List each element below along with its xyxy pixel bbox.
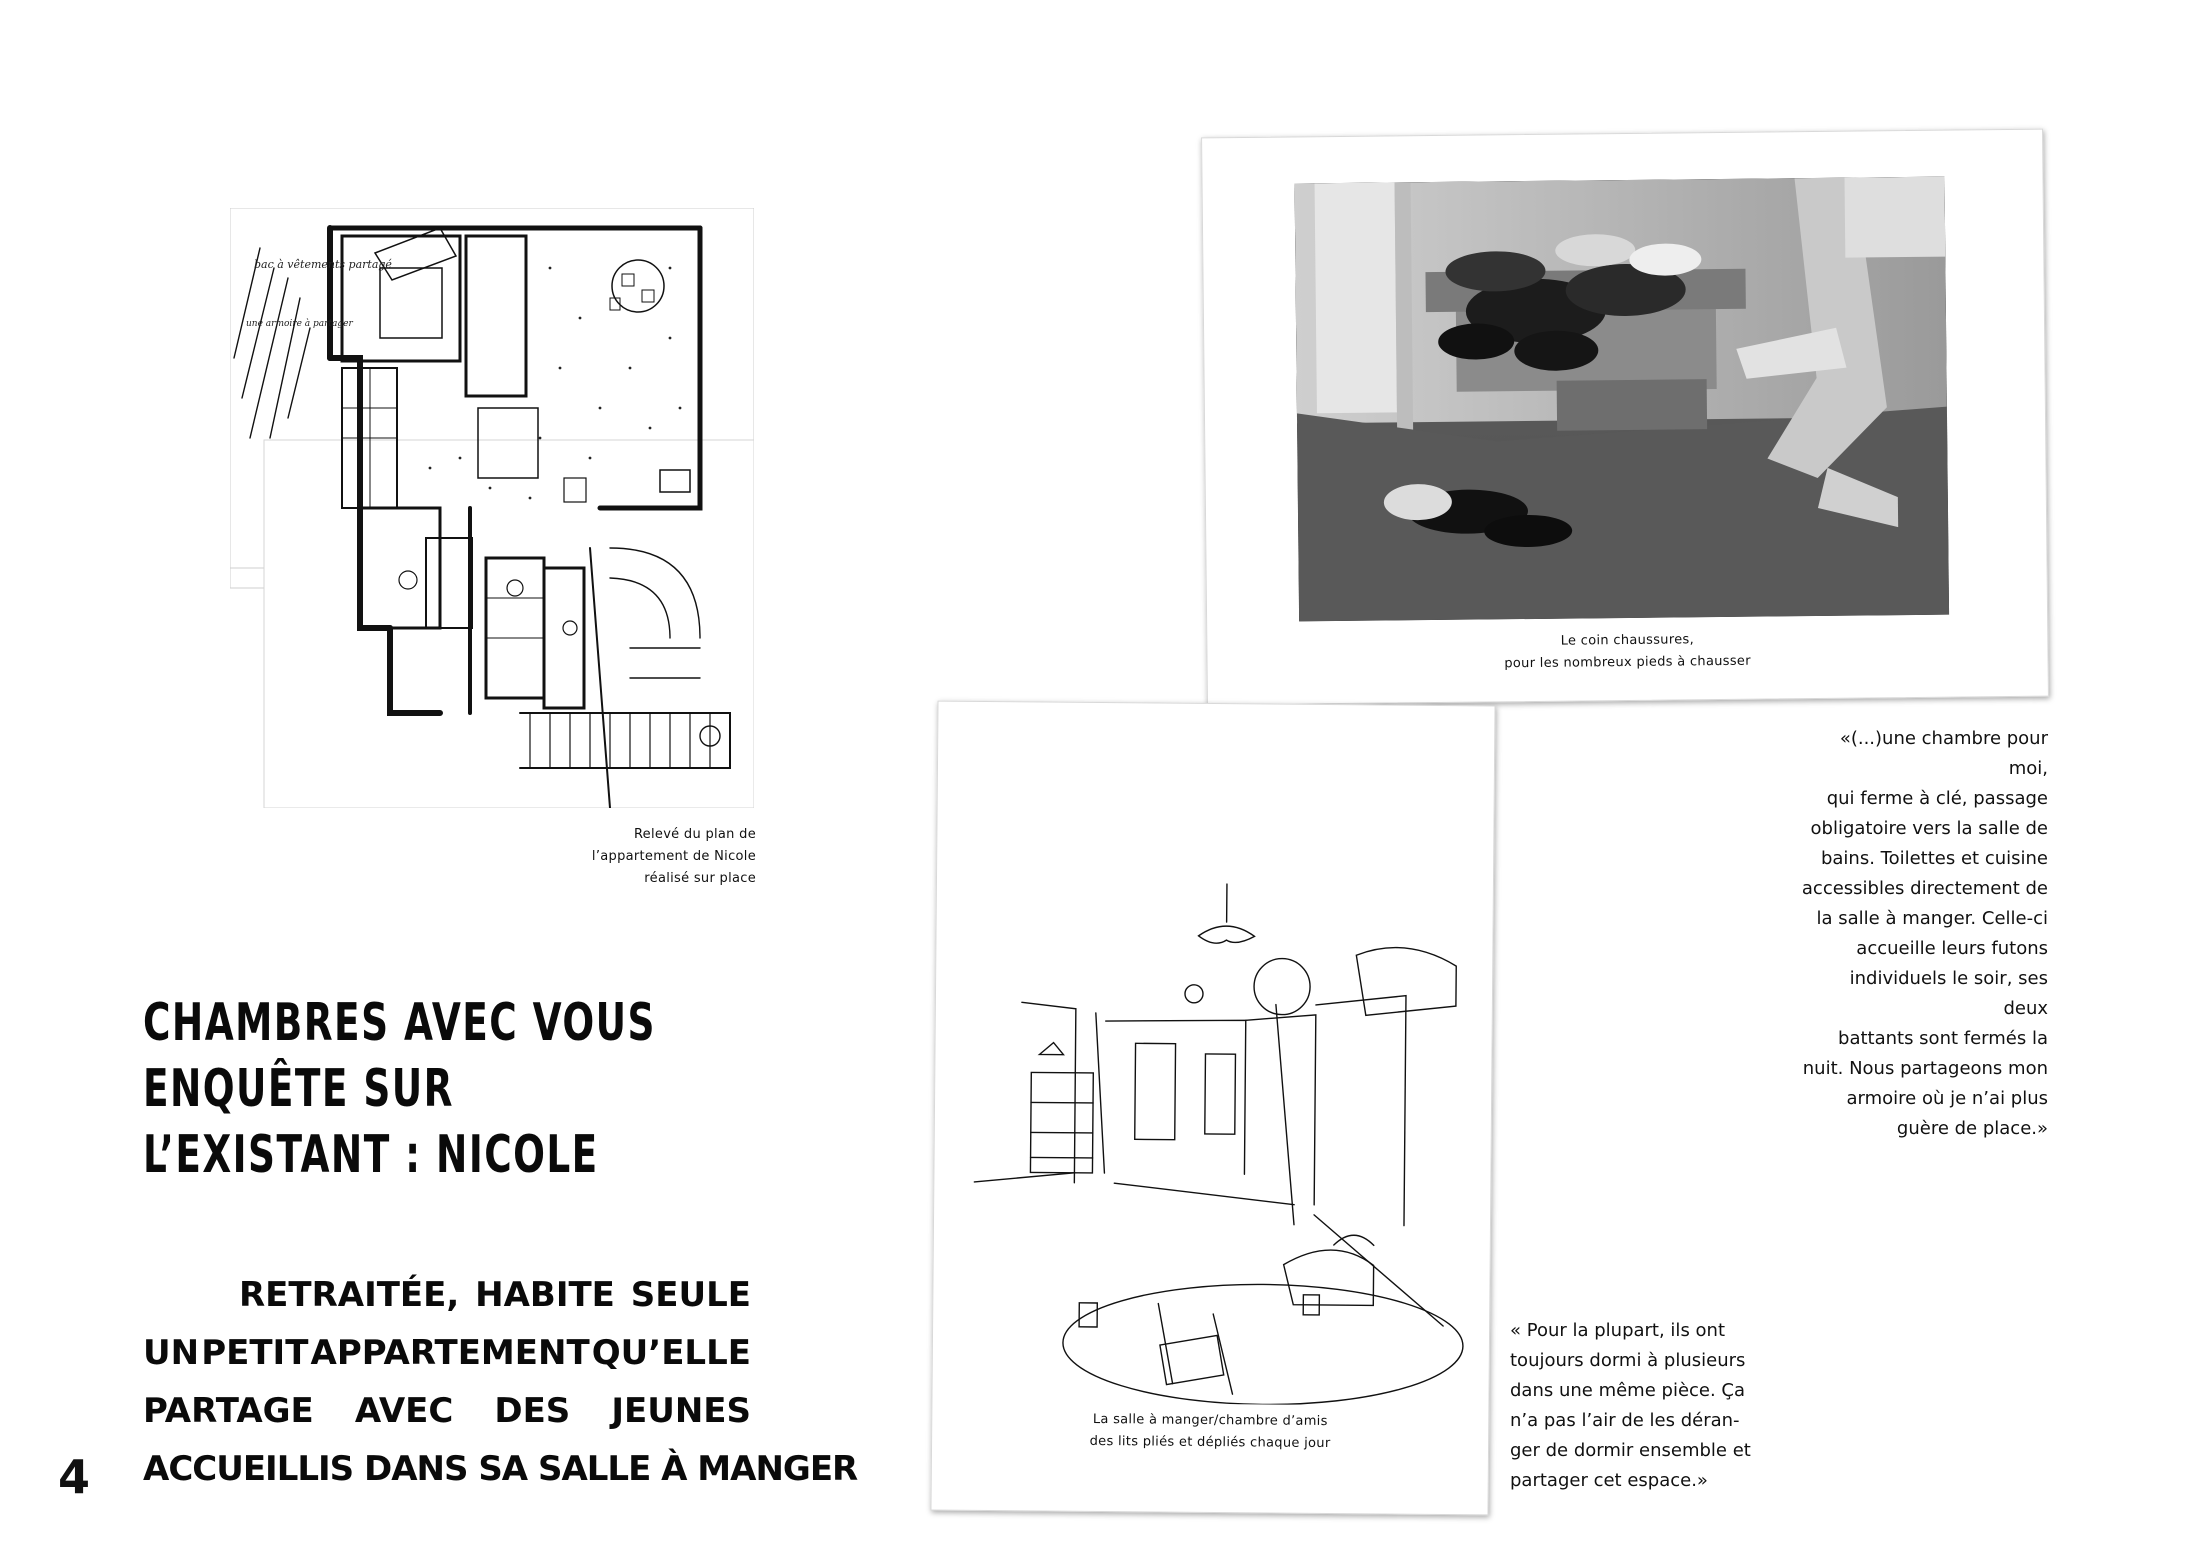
quote-line: armoire où je n’ai plus bbox=[1846, 1088, 2048, 1109]
page-number: 4 bbox=[58, 1450, 91, 1504]
subtitle-word: DES bbox=[494, 1391, 571, 1431]
shoe-corner-photo bbox=[1295, 177, 1950, 622]
page-title bbox=[143, 990, 656, 1188]
subtitle bbox=[143, 1266, 858, 1498]
subtitle-line bbox=[143, 1266, 751, 1324]
quote-line: guère de place.» bbox=[1896, 1118, 2048, 1139]
subtitle-word: AVEC bbox=[354, 1391, 454, 1431]
photo-caption-line: Le coin chaussures, bbox=[1560, 632, 1695, 649]
quote-line: partager cet espace.» bbox=[1510, 1470, 1708, 1491]
quote-line: accessibles directement de bbox=[1801, 878, 2048, 899]
subtitle-word: UN bbox=[143, 1333, 200, 1373]
subtitle-word: RETRAITÉE, bbox=[239, 1275, 460, 1315]
quote-line: «(...)une chambre pour moi, bbox=[1839, 728, 2048, 779]
quote-line: dans une même pièce. Ça bbox=[1510, 1380, 1746, 1401]
quote-line: ger de dormir ensemble et bbox=[1510, 1440, 1751, 1461]
plan-caption-line: l’appartement de Nicole bbox=[591, 849, 756, 864]
plan-annotation-1: bac à vêtements partagé bbox=[254, 258, 392, 271]
subtitle-word: APPARTEMENT bbox=[310, 1333, 590, 1373]
subtitle-word: ACCUEILLIS DANS SA SALLE À MANGER bbox=[143, 1449, 858, 1489]
subtitle-word: PARTAGE bbox=[143, 1391, 314, 1431]
subtitle-line bbox=[143, 1324, 751, 1382]
quote-line: qui ferme à clé, passage bbox=[1826, 788, 2048, 809]
plan-caption-line: réalisé sur place bbox=[644, 871, 756, 886]
floor-plan-card bbox=[230, 208, 754, 808]
plan-caption bbox=[520, 824, 756, 890]
subtitle-word: SEULE bbox=[630, 1275, 751, 1315]
sketch-caption-line: La salle à manger/chambre d’amis bbox=[1092, 1411, 1328, 1430]
plan-caption-line: Relevé du plan de bbox=[633, 827, 756, 842]
quote-line: la salle à manger. Celle-ci bbox=[1816, 908, 2048, 929]
quote-top bbox=[1800, 724, 2048, 1144]
title-line: L’EXISTANT : NICOLE bbox=[143, 1125, 599, 1185]
subtitle-word: JEUNES bbox=[611, 1391, 751, 1431]
quote-line: obligatoire vers la salle de bbox=[1810, 818, 2048, 839]
quote-line: battants sont fermés la bbox=[1838, 1028, 2048, 1049]
photo-card bbox=[1201, 129, 2049, 706]
sketch-caption bbox=[932, 1408, 1488, 1457]
sketch-caption-line: des lits pliés et dépliés chaque jour bbox=[1089, 1433, 1331, 1452]
photo-caption bbox=[1207, 626, 2047, 679]
plan-annotation-2: une armoire à partager bbox=[246, 319, 353, 329]
quote-line: bains. Toilettes et cuisine bbox=[1820, 848, 2048, 869]
title-line: ENQUÊTE SUR bbox=[143, 1059, 454, 1119]
photo-caption-line: pour les nombreux pieds à chausser bbox=[1504, 653, 1751, 672]
dining-room-sketch bbox=[932, 702, 1494, 1407]
quote-line: n’a pas l’air de les déran- bbox=[1510, 1410, 1740, 1431]
floor-plan-drawing bbox=[230, 208, 754, 808]
subtitle-word: QU’ELLE bbox=[591, 1333, 751, 1373]
subtitle-word: HABITE bbox=[475, 1275, 615, 1315]
quote-line: individuels le soir, ses deux bbox=[1849, 968, 2048, 1019]
quote-line: nuit. Nous partageons mon bbox=[1802, 1058, 2048, 1079]
title-line: CHAMBRES AVEC VOUS bbox=[143, 993, 656, 1053]
quote-line: « Pour la plupart, ils ont bbox=[1510, 1320, 1726, 1341]
subtitle-word: PETIT bbox=[201, 1333, 309, 1373]
subtitle-line bbox=[143, 1440, 858, 1498]
quote-bottom bbox=[1510, 1316, 1780, 1496]
quote-line: toujours dormi à plusieurs bbox=[1510, 1350, 1746, 1371]
subtitle-line bbox=[143, 1382, 751, 1440]
sketch-card bbox=[930, 701, 1495, 1516]
quote-line: accueille leurs futons bbox=[1856, 938, 2048, 959]
